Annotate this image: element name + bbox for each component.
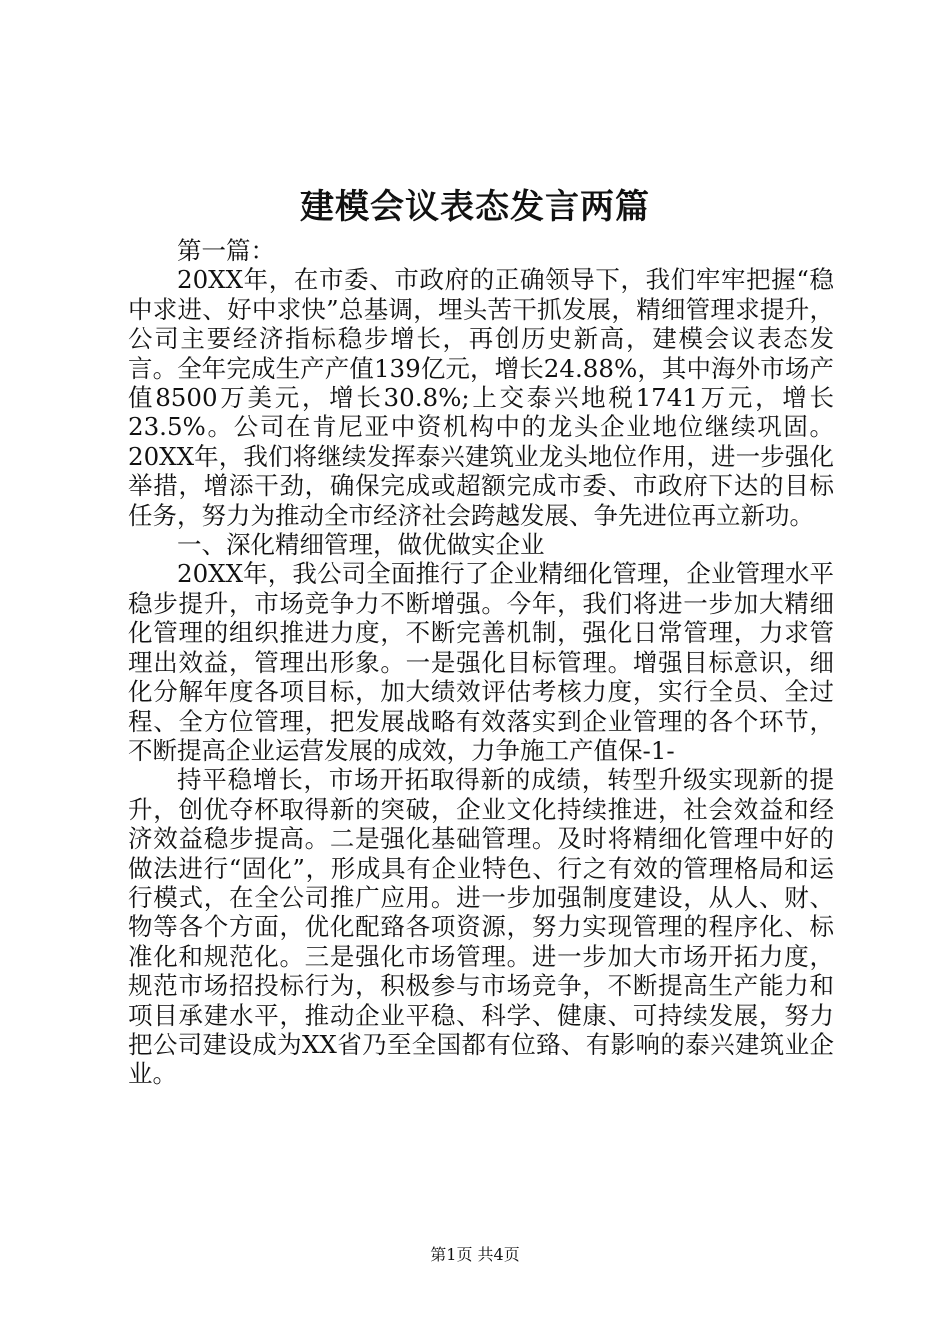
paragraph-section-heading: 一、深化精细管理，做优做实企业: [177, 530, 545, 560]
paragraph-management: 20XX年，我公司全面推行了企业精细化管理，企业管理水平稳步提升，市场竞争力不断增强。今年，我们将进一步加大精细化管理的组织推进力度，不断完善机制，强化日常管理，力求管理出效益，管理出形象。一是强化目标管理。增强目标意识，细化分解年度各项目标，加大绩效评估考核力度，实行全员、全过程、全方位管理，把发展战略有效落实到企业管理的各个环节，不断提高企业运营发展的成效，力争施工产值保-1-: [128, 559, 834, 765]
paragraph-continuation: 持平稳增长，市场开拓取得新的成绩，转型升级实现新的提升，创优夺杯取得新的突破，企业文化持续推进，社会效益和经济效益稳步提高。二是强化基础管理。及时将精细化管理中好的做法进行“固化”，形成具有企业特色、行之有效的管理格局和运行模式，在全公司推广应用。进一步加强制度建设，从人、财、物等各个方面，优化配臵各项资源，努力实现管理的程序化、标准化和规范化。三是强化市场管理。进一步加大市场开拓力度，规范市场招投标行为，积极参与市场竞争，不断提高生产能力和项目承建水平，推动企业平稳、科学、健康、可持续发展，努力把公司建设成为XX省乃至全国都有位臵、有影响的泰兴建筑业企业。: [128, 765, 834, 1089]
paragraph-part-one-heading: 第一篇：: [177, 236, 275, 265]
paragraph-intro: 20XX年，在市委、市政府的正确领导下，我们牢牢把握“稳中求进、好中求快”总基调，埋头苦干抓发展，精细管理求提升，公司主要经济指标稳步增长，再创历史新高，建模会议表态发言。全年完成生产产值139亿元，增长24.88%，其中海外市场产值8500万美元，增长30.8%;上交泰兴地税1741万元，增长23.5%。公司在肯尼亚中资机构中的龙头企业地位继续巩固。20XX年，我们将继续发挥泰兴建筑业龙头地位作用，进一步强化举措，增添干劲，确保完成或超额完成市委、市政府下达的目标任务，努力为推动全市经济社会跨越发展、争先进位再立新功。: [128, 265, 834, 530]
document-body: [128, 236, 834, 1089]
document-title: 建模会议表态发言两篇: [300, 187, 650, 227]
page-footer: 第1页 共4页: [430, 1245, 520, 1264]
